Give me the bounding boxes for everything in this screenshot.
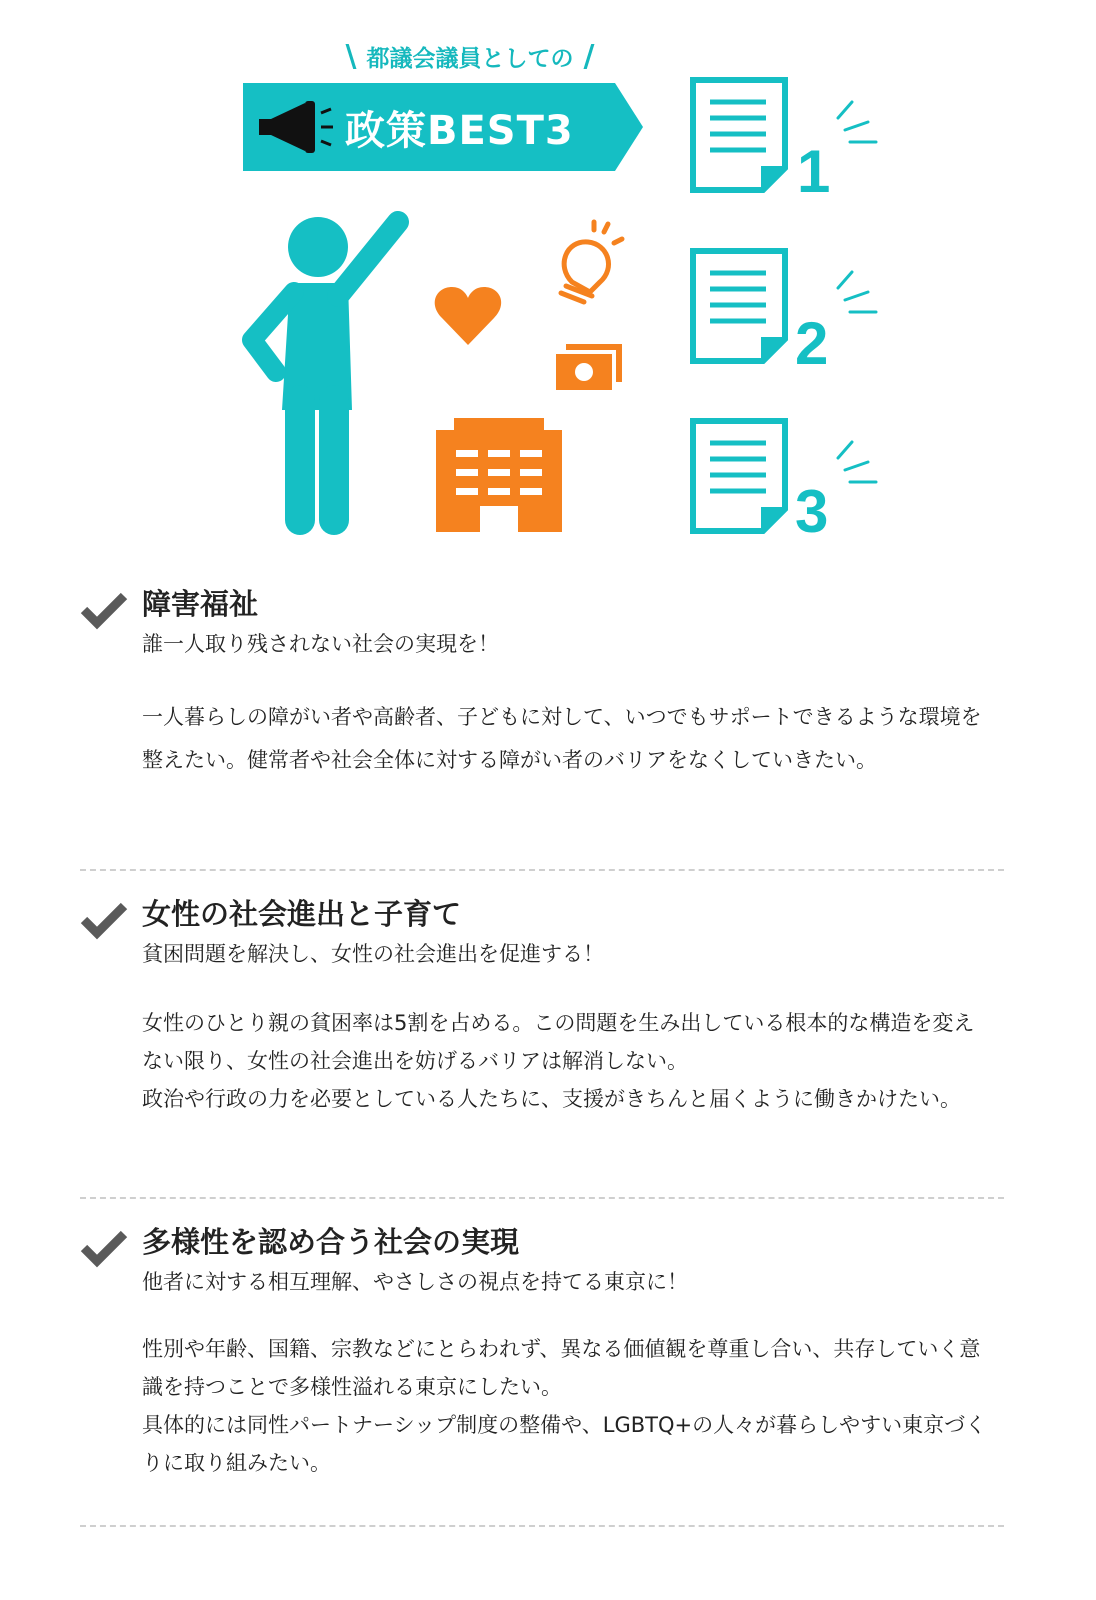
- policy-title: 多様性を認め合う社会の実現: [142, 1225, 520, 1259]
- policy-subtitle: 他者に対する相互理解、やさしさの視点を持てる東京に！: [142, 1270, 688, 1294]
- document-icon-2: [693, 251, 785, 361]
- divider: [80, 1525, 1004, 1527]
- policy-body: 女性のひとり親の貧困率は5割を占める。この問題を生み出している根本的な構造を変えない限り、女性の社会進出を妨げるバリアは解消しない。 政治や行政の力を必要としている人たちに、支援がきちんと届くように働きかけたい。: [142, 1011, 975, 1111]
- rank-1: 1: [797, 138, 831, 205]
- document-icon-1: [693, 80, 785, 190]
- heart-icon: [435, 287, 501, 345]
- kicker-text: 都議会議員としての: [366, 45, 574, 72]
- document-icon-3: [693, 421, 785, 531]
- divider: [80, 869, 1004, 871]
- check-icon: [80, 590, 128, 630]
- kicker-slash-right: /: [583, 38, 595, 74]
- policy-item-1: [80, 584, 1004, 824]
- policy-item-2: [80, 894, 1004, 1164]
- check-icon: [80, 1228, 128, 1268]
- policy-subtitle: 誰一人取り残されない社会の実現を！: [142, 632, 499, 656]
- hero-illustration: [0, 0, 1096, 560]
- person-icon: [252, 217, 398, 520]
- policy-title: 障害福祉: [142, 587, 259, 621]
- money-icon: [556, 344, 622, 390]
- banner-title: 政策BEST3: [345, 108, 574, 154]
- building-icon: [436, 418, 562, 532]
- policy-title: 女性の社会進出と子育て: [142, 897, 462, 931]
- lightbulb-icon: [561, 222, 622, 302]
- policy-body: 性別や年齢、国籍、宗教などにとらわれず、異なる価値観を尊重し合い、共存していく意識を持つことで多様性溢れる東京にしたい。 具体的には同性パートナーシップ制度の整備や、LGBTQ+の人々が暮らしやすい東京づくりに取り組みたい。: [142, 1337, 987, 1475]
- check-icon: [80, 900, 128, 940]
- policy-body: 一人暮らしの障がい者や高齢者、子どもに対して、いつでもサポートできるような環境を整えたい。健常者や社会全体に対する障がい者のバリアをなくしていきたい。: [142, 705, 982, 772]
- sparkle-marks: [838, 102, 876, 482]
- hero-art: [0, 0, 1096, 560]
- divider: [80, 1197, 1004, 1199]
- rank-2: 2: [795, 310, 829, 377]
- rank-3: 3: [795, 478, 829, 545]
- policy-item-3: [80, 1222, 1004, 1502]
- kicker-slash-left: \: [345, 38, 357, 74]
- policy-subtitle: 貧困問題を解決し、女性の社会進出を促進する！: [142, 942, 604, 966]
